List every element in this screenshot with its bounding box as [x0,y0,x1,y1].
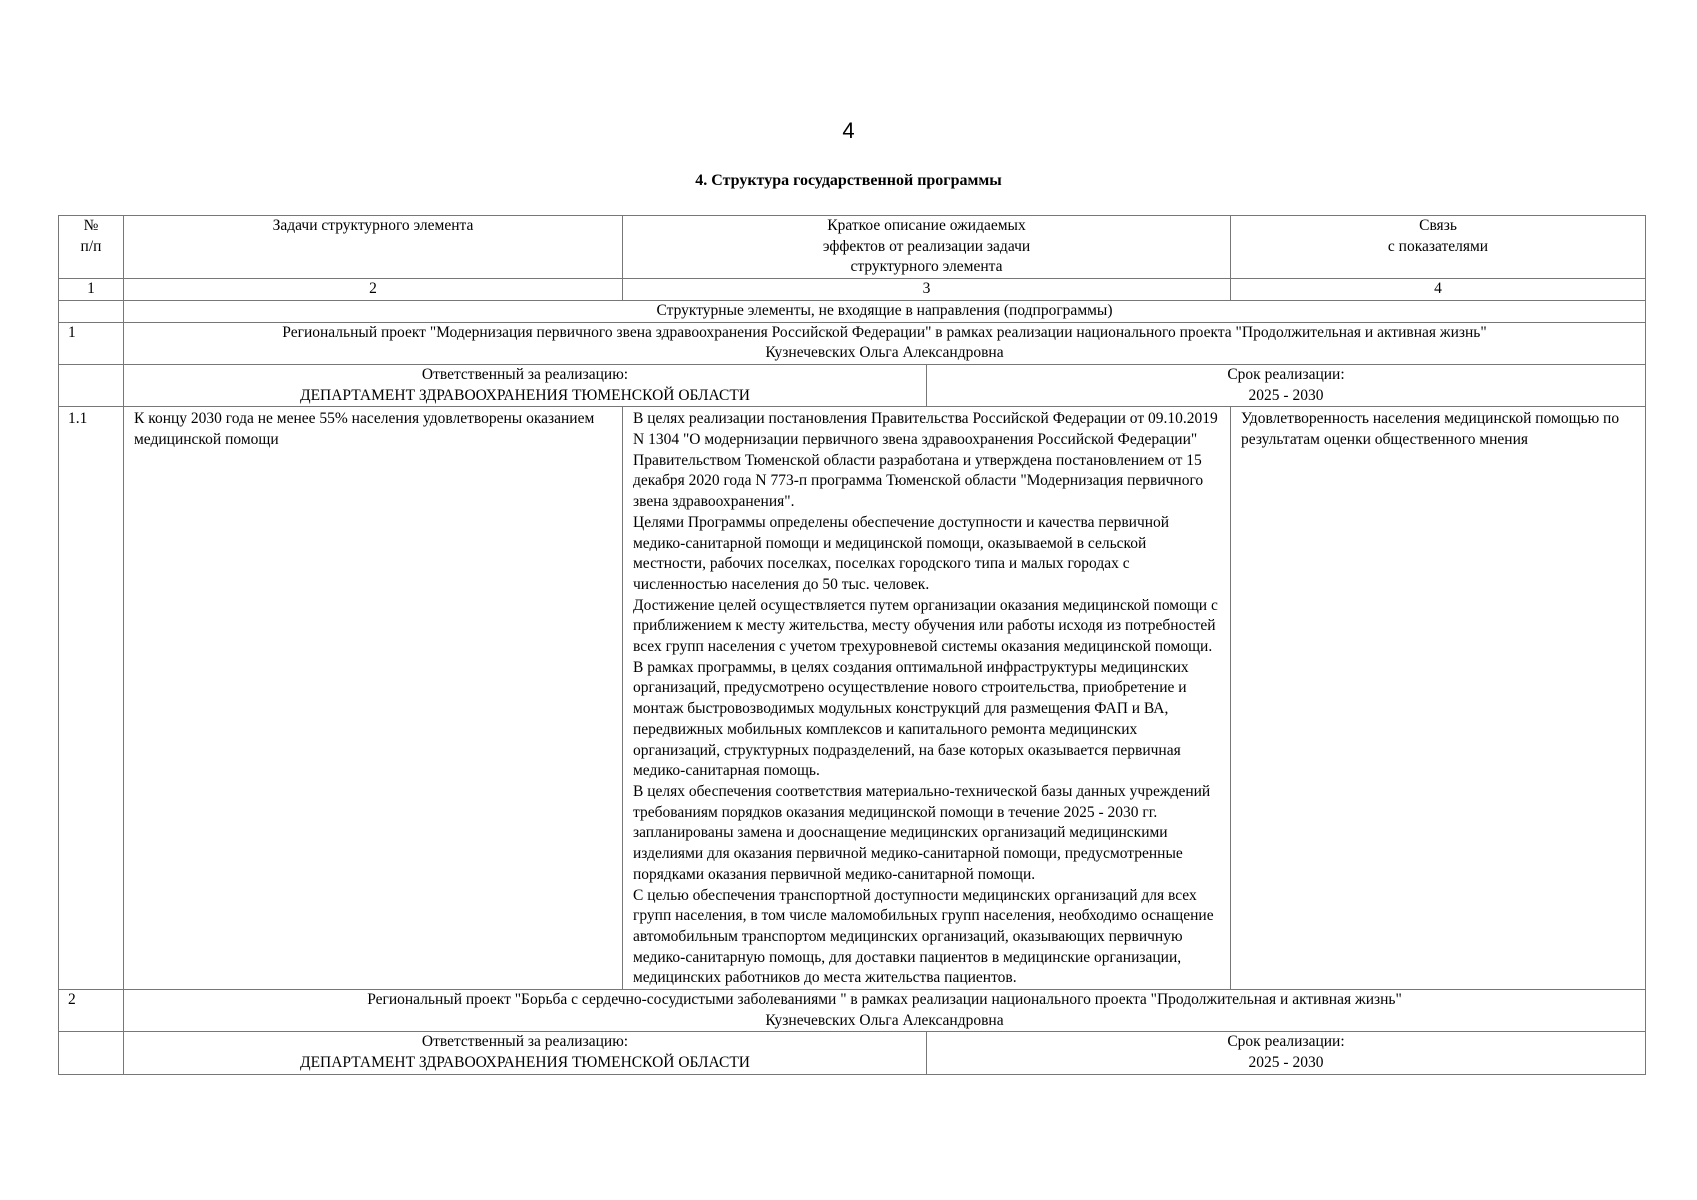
page-number: 4 [842,118,855,143]
project-title-cell [124,322,1646,364]
project-title: Региональный проект "Борьба с сердечно-сосудистыми заболеваниями " в рамках реализации национального проекта "Продолжительная и активная жизнь" [367,991,1402,1009]
header-col-description-line3: структурного элемента [850,258,1003,276]
section-title: 4. Структура государственной программы [695,172,1002,189]
col-number-1: 1 [59,279,124,301]
col-number-2: 2 [124,279,623,301]
header-col-indicators-line1: Связь [1419,217,1457,234]
task-number: 1.1 [59,407,124,990]
task-row [59,407,1646,990]
description-paragraph: В целях реализации постановления Правительства Российской Федерации от 09.10.2019 N 1304 "О модернизации первичного звена здравоохранения Российской Федерации" Правительством Тюменской области разработана и утверждена постановлением от 15 декабря 2020 года N 773-п программа Тюменской области "Модернизация первичного звена здравоохранения". [633,410,1218,511]
term-label: Срок реализации: [1227,1033,1345,1051]
description-paragraph: Достижение целей осуществляется путем организации оказания медицинской помощи с приближением к месту жительства, месту обучения или работы исходя из потребностей всех групп населения с учетом трехуровневой системы оказания медицинской помощи. [633,596,1218,656]
header-col-description-line1: Краткое описание ожидаемых [827,217,1026,234]
responsible-empty-cell [59,1032,124,1074]
header-row [59,216,1646,279]
header-col-number-line1: № [83,217,99,234]
description-paragraph: В рамках программы, в целях создания оптимальной инфраструктуры медицинских организаций, предусмотрено осуществление нового строительства, приобретение и монтаж быстровозводимых модульных конструкций для размещения ФАП и ВА, передвижных мобильных комплексов и капитального ремонта медицинских организаций, структурных подразделений, на базе которых оказывается первичная медико-санитарная помощь. [633,658,1189,780]
responsible-empty-cell [59,364,124,406]
project-responsible-row [59,1032,1646,1074]
project-responsible-row [59,364,1646,406]
header-col-description-line2: эффектов от реализации задачи [822,237,1031,255]
project-title-cell [124,990,1646,1032]
term-cell [927,364,1646,406]
responsible-value: ДЕПАРТАМЕНТ ЗДРАВООХРАНЕНИЯ ТЮМЕНСКОЙ ОБЛАСТИ [300,386,750,404]
project-number: 2 [59,990,124,1032]
task-indicator: Удовлетворенность населения медицинской помощью по результатам оценки общественного мнения [1231,407,1646,990]
header-col-description [623,216,1231,279]
description-paragraph: Целями Программы определены обеспечение доступности и качества первичной медико-санитарной помощи и медицинской помощи, оказываемой в сельской местности, рабочих поселках, поселках городского типа и малых городах с численностью населения до 50 тыс. человек. [633,513,1170,593]
header-col-indicators-line2: с показателями [1387,237,1489,255]
description-paragraph: С целью обеспечения транспортной доступности медицинских организаций для всех групп населения, в том числе маломобильных групп населения, необходимо оснащение автомобильным транспортом медицинских организаций, оказывающих первичную медико-санитарную помощь, для доставки пациентов в медицинские организации, медицинских работников до места жительства пациентов. [633,886,1214,987]
header-col-tasks: Задачи структурного элемента [124,216,623,279]
term-value: 2025 - 2030 [1248,386,1324,404]
term-value: 2025 - 2030 [1248,1054,1324,1072]
program-structure-table [58,215,1646,1075]
project-person: Кузнечевских Ольга Александровна [765,344,1004,362]
header-col-number [59,216,124,279]
column-numbers-row [59,279,1646,301]
task-description [623,407,1231,990]
responsible-value: ДЕПАРТАМЕНТ ЗДРАВООХРАНЕНИЯ ТЮМЕНСКОЙ ОБЛАСТИ [300,1054,750,1072]
term-cell [927,1032,1646,1074]
responsible-label: Ответственный за реализацию: [421,365,629,383]
group-title-row [59,300,1646,322]
group-title: Структурные элементы, не входящие в направления (подпрограммы) [124,300,1646,322]
group-title-empty-cell [59,300,124,322]
term-label: Срок реализации: [1227,365,1345,383]
header-col-indicators [1231,216,1646,279]
project-person: Кузнечевских Ольга Александровна [765,1011,1004,1029]
responsible-cell [124,364,927,406]
responsible-cell [124,1032,927,1074]
header-col-number-line2: п/п [80,237,102,255]
project-row [59,322,1646,364]
project-row [59,990,1646,1032]
description-paragraph: В целях обеспечения соответствия материально-технической базы данных учреждений требованиям порядков оказания медицинской помощи в течение 2025 - 2030 гг. запланированы замена и дооснащение медицинских организаций медицинскими изделиями для оказания первичной медико-санитарной помощи, предусмотренные порядками оказания первичной медико-санитарной помощи. [633,782,1211,883]
responsible-label: Ответственный за реализацию: [421,1033,629,1051]
task-text: К концу 2030 года не менее 55% населения удовлетворены оказанием медицинской помощи [124,407,623,990]
project-number: 1 [59,322,124,364]
col-number-4: 4 [1231,279,1646,301]
col-number-3: 3 [623,279,1231,301]
project-title: Региональный проект "Модернизация первичного звена здравоохранения Российской Федерации" в рамках реализации национального проекта "Продолжительная и активная жизнь" [282,323,1487,341]
